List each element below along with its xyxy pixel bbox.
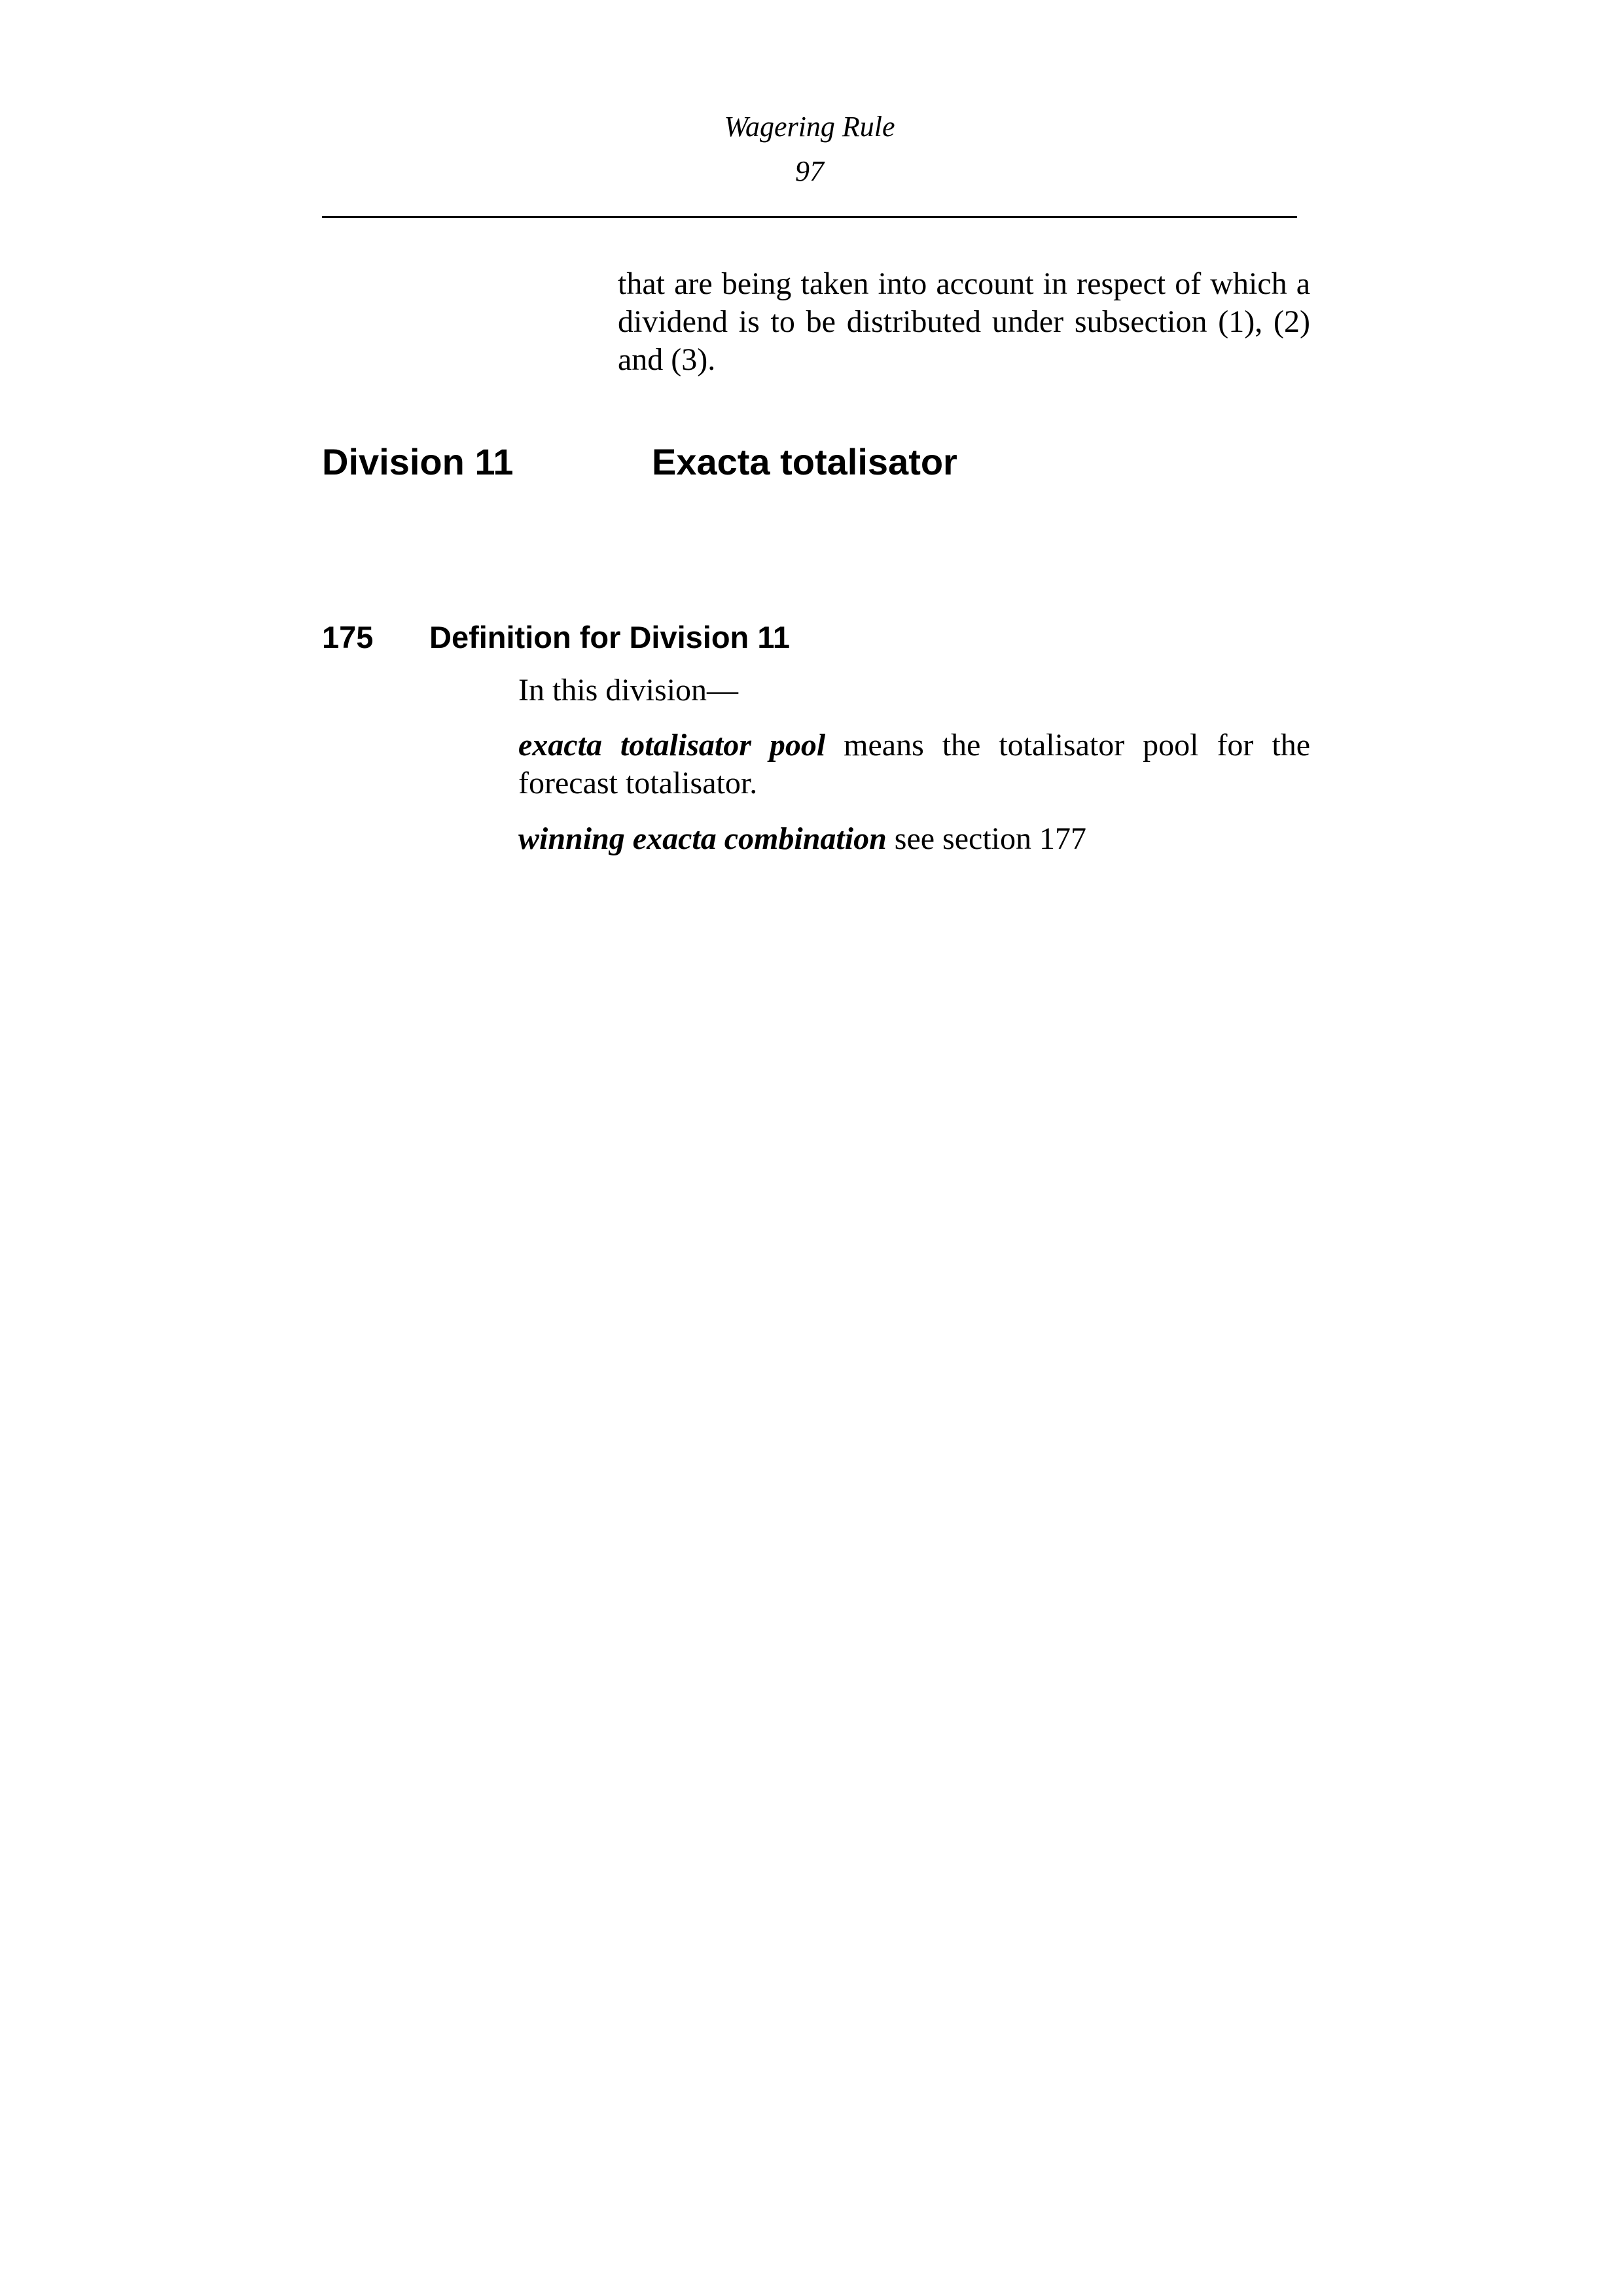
definition-winning-exacta-combination <box>518 820 1310 858</box>
definition-term: exacta totalisator pool <box>518 728 826 762</box>
division-title: Exacta totalisator <box>652 441 957 482</box>
section-intro: In this division— <box>518 673 739 708</box>
definition-exacta-totalisator-pool <box>518 726 1310 802</box>
definition-text: means the totalisator pool for the forecast totalisator. <box>518 728 1310 800</box>
section-number: 175 <box>322 620 374 655</box>
page-number: 97 <box>795 155 824 187</box>
definition-term: winning exacta combination <box>518 821 887 856</box>
division-label: Division 11 <box>322 441 514 482</box>
continued-paragraph: that are being taken into account in respect of which a dividend is to be distributed under subsection (1), (2) and (3). <box>618 266 1310 377</box>
running-header-title: Wagering Rule <box>724 111 895 143</box>
header-divider <box>322 216 1297 218</box>
definition-text: see section 177 <box>886 821 1087 856</box>
section-title: Definition for Division 11 <box>429 620 791 655</box>
